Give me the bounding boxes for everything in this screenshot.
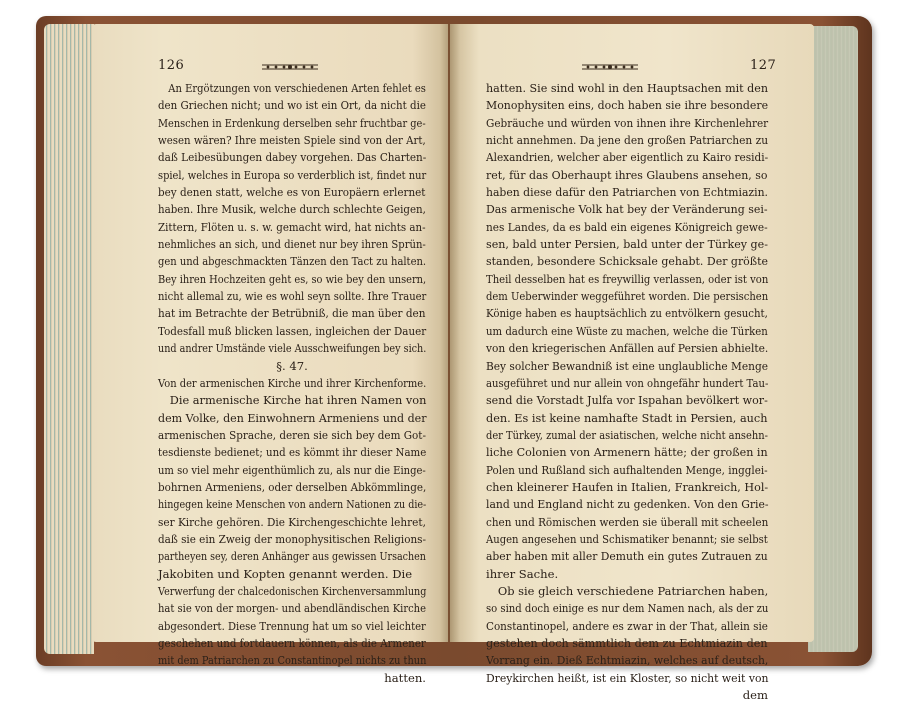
- text-line: ret, für das Oberhaupt ihres Glaubens ansehen, so: [486, 167, 768, 182]
- catchword: hatten.: [384, 670, 426, 685]
- text-line: abgesondert. Diese Trennung hat um so viel leichter: [158, 618, 426, 633]
- text-line: Das armenische Volk hat bey der Veränderung sei-: [486, 202, 768, 217]
- text-line: den. Es ist keine namhafte Stadt in Persien, auch: [486, 410, 768, 425]
- page-number-left: 126: [158, 58, 185, 73]
- text-line: den Griechen nicht; und wo ist ein Ort, da nicht die: [158, 98, 426, 113]
- text-line: ser Kirche gehören. Die Kirchengeschichte lehret,: [158, 514, 426, 529]
- text-line: um so viel mehr eigenthümlich zu, als nur die Einge-: [158, 462, 426, 477]
- page-edges-right: [808, 26, 858, 652]
- text-line: An Ergötzungen von verschiedenen Arten fehlet es: [168, 81, 426, 95]
- section-number: §. 47.: [276, 358, 308, 373]
- text-line: land und England nicht zu gedenken. Von den Grie-: [486, 497, 769, 512]
- text-line: haben. Ihre Musik, welche durch schlechte Geigen,: [158, 202, 426, 217]
- text-line: Polen und Rußland sich aufhaltenden Menge, ingglei-: [486, 462, 768, 477]
- text-line: hat sie von der morgen- und abendländischen Kirche: [158, 601, 426, 616]
- text-line: Zittern, Flöten u. s. w. gemacht wird, hat nichts an-: [158, 219, 426, 234]
- text-line: nicht allemal zu, wie es wohl seyn sollte. Ihre Trauer: [158, 289, 427, 304]
- text-line: sen, bald unter Persien, bald unter der Türkey ge-: [486, 237, 768, 252]
- text-line: um dadurch eine Wüste zu machen, welche die Türken: [486, 323, 768, 338]
- text-line: Verwerfung der chalcedonischen Kirchenversammlung: [158, 583, 427, 598]
- text-line: chen kleinerer Haufen in Italien, Frankreich, Hol-: [486, 479, 769, 494]
- section-heading: Von der armenischen Kirche und ihrer Kirchenforme.: [158, 375, 427, 390]
- text-line: send die Vorstadt Julfa vor Ispahan bevölkert wor-: [486, 393, 768, 408]
- text-line: Ob sie gleich verschiedene Patriarchen haben,: [497, 583, 769, 598]
- ornament-left-icon: [260, 62, 320, 72]
- text-line: Constantinopel, andere es zwar in der That, allein sie: [486, 618, 768, 633]
- text-line: von den kriegerischen Anfällen auf Persien abhielte.: [486, 341, 769, 356]
- text-line: geschehen und fortdauern können, als die Armener: [158, 636, 426, 650]
- text-line: Könige haben es hauptsächlich zu entvölkern gesucht,: [486, 306, 768, 321]
- text-line: Menschen in Erdenkung derselben sehr fruchtbar ge-: [158, 115, 426, 130]
- text-line: spiel, welches in Europa so verderblich ist, findet nur: [158, 167, 427, 182]
- page-number-right: 127: [750, 58, 777, 73]
- text-line: Dreykirchen heißt, ist ein Kloster, so nicht weit von: [486, 670, 769, 685]
- text-line: der Türkey, zumal der asiatischen, welche nicht ansehn-: [486, 427, 768, 442]
- text-line: daß sie ein Zweig der monophysitischen Religions-: [158, 531, 427, 546]
- left-page-text: [158, 80, 426, 687]
- text-line: hatten. Sie sind wohl in den Hauptsachen mit den: [486, 81, 769, 95]
- text-line: haben diese dafür den Patriarchen von Echtmiazin.: [486, 185, 769, 200]
- text-line: armenischen Sprache, deren sie sich bey dem Got-: [158, 427, 426, 442]
- text-line: partheyen sey, deren Anhänger aus gewissen Ursachen: [158, 549, 426, 564]
- text-line: dem Ueberwinder weggeführet worden. Die persischen: [486, 289, 769, 304]
- text-line: chen und Römischen werden sie überall mit scheelen: [486, 514, 769, 529]
- page-edges-left: [44, 24, 94, 654]
- text-line: Monophysiten eins, doch haben sie ihre besondere: [486, 98, 769, 113]
- text-line: Gebräuche und würden von ihnen ihre Kirchenlehrer: [486, 115, 769, 130]
- text-line: wesen wären? Ihre meisten Spiele sind von der Art,: [158, 133, 426, 148]
- text-line: tesdienste bedienet; und es kömmt ihr dieser Name: [158, 445, 427, 460]
- text-line: nehmliches an sich, und dienet nur bey ihren Sprün-: [158, 237, 426, 252]
- text-line: dem Volke, den Einwohnern Armeniens und der: [158, 410, 427, 425]
- text-line: liche Colonien von Armenern hätte; der großen in: [486, 445, 768, 460]
- text-line: hingegen keine Menschen von andern Nationen zu die-: [158, 497, 427, 512]
- text-line: gen und abgeschmackten Tänzen den Tact zu halten.: [158, 254, 427, 269]
- text-line: aber haben mit aller Demuth ein gutes Zutrauen zu: [486, 549, 768, 564]
- text-line: Die armenische Kirche hat ihren Namen von: [169, 393, 427, 408]
- text-line: hat im Betrachte der Betrübniß, die man über den: [158, 306, 426, 321]
- right-page-text: [486, 80, 768, 704]
- text-line: bohrnen Armeniens, oder derselben Abkömmlinge,: [158, 479, 427, 494]
- text-line: standen, besondere Schicksale gehabt. Der größte: [486, 254, 769, 269]
- text-line: ausgeführet und nur allein von ohngefähr hundert Tau-: [486, 375, 769, 390]
- text-line: Bey ihren Hochzeiten geht es, so wie bey den unsern,: [158, 271, 427, 286]
- text-line: und andrer Umstände viele Ausschweifungen bey sich.: [158, 341, 427, 356]
- text-line: Jakobiten und Kopten genannt werden. Die: [158, 566, 413, 581]
- ornament-right-icon: [580, 62, 640, 72]
- text-line: Theil desselben hat es freywillig verlassen, oder ist von: [486, 271, 769, 286]
- text-line: Alexandrien, welcher aber eigentlich zu Kairo residi-: [486, 150, 769, 165]
- text-line: mit dem Patriarchen zu Constantinopel nichts zu thun: [158, 653, 427, 668]
- text-line: so sind doch einige es nur dem Namen nach, als der zu: [486, 601, 769, 616]
- text-line: bey denen statt, welche es von Europäern erlernet: [158, 185, 426, 200]
- text-line: Bey solcher Bewandniß ist eine unglaubliche Menge: [486, 358, 769, 373]
- catchword: dem: [742, 688, 768, 703]
- text-line: gestehen doch sämmtlich dem zu Echtmiazin den: [486, 636, 768, 650]
- text-line: daß Leibesübungen dabey vorgehen. Das Charten-: [158, 150, 427, 165]
- book-gutter: [440, 24, 460, 642]
- text-line: Todesfall muß blicken lassen, ingleichen der Dauer: [158, 323, 427, 338]
- text-line: ihrer Sache.: [486, 566, 559, 581]
- left-page: [92, 24, 448, 685]
- text-line: nicht annehmen. Da jene den großen Patriarchen zu: [486, 133, 769, 148]
- right-page: [450, 24, 814, 703]
- text-line: Vorrang ein. Dieß Echtmiazin, welches auf deutsch,: [486, 653, 769, 668]
- text-line: Augen angesehen und Schismatiker benannt; sie selbst: [486, 531, 768, 546]
- text-line: nes Landes, da es bald ein eigenes Königreich gewe-: [486, 219, 768, 234]
